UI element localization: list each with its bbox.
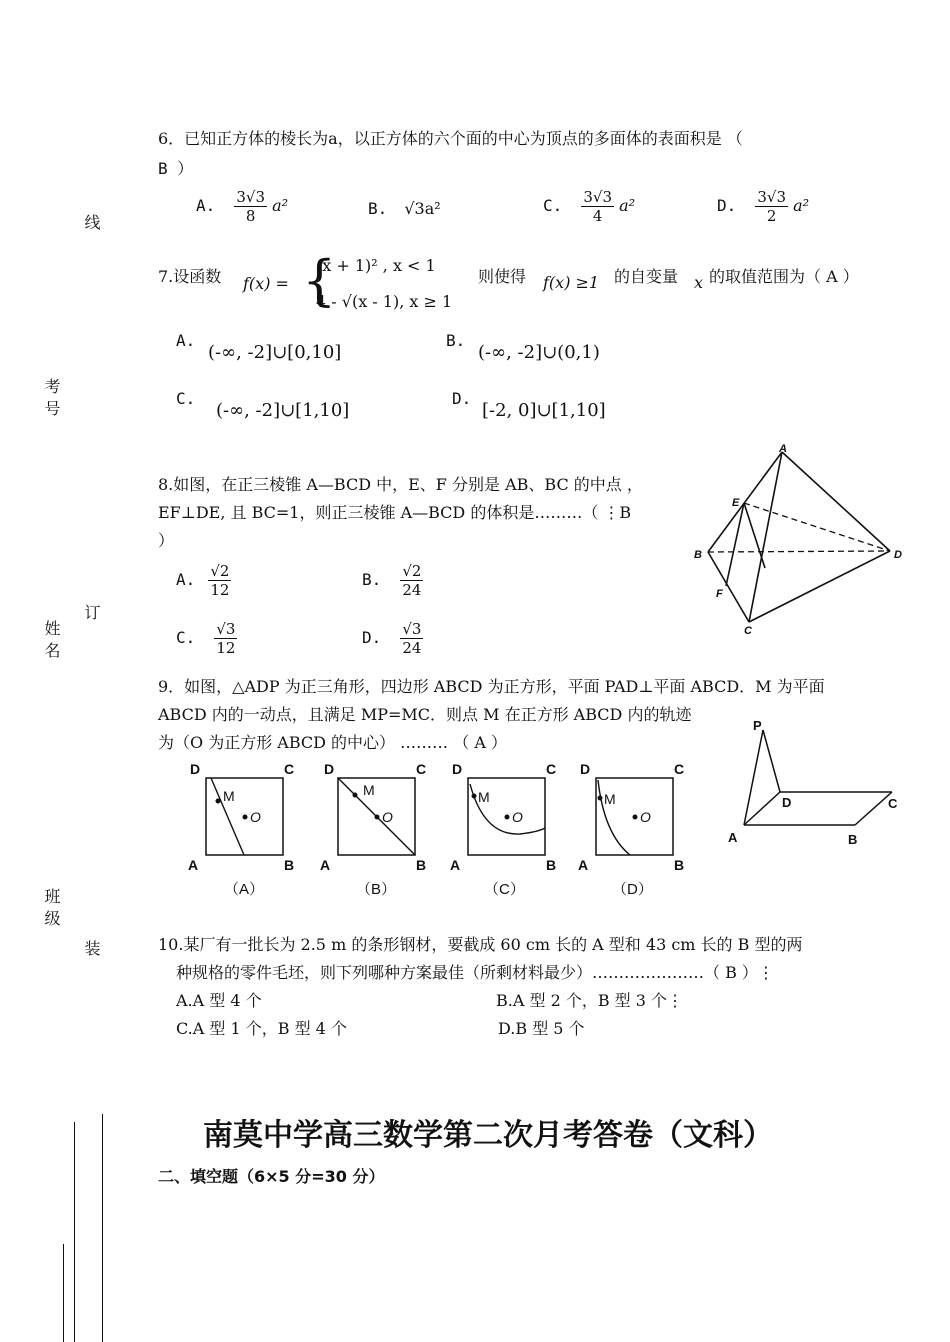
q8-option-d <box>362 620 423 657</box>
q6-option-d <box>717 188 809 225</box>
q10-option-c: C.A 型 1 个，B 型 4 个 <box>176 1019 347 1038</box>
q8-fig-label-f: F <box>716 588 723 600</box>
q6-d-den: 2 <box>766 207 777 225</box>
q9-figure-d <box>576 758 696 908</box>
q6-d-label: D. <box>717 196 737 215</box>
q6-d-fraction <box>755 188 788 225</box>
q6-d-num: 3√3 <box>757 188 787 206</box>
q9a-label-o: O <box>250 809 261 825</box>
q9a-label-b: B <box>284 857 295 873</box>
binding-line-left <box>74 1122 75 1342</box>
q9-figure-c <box>448 758 568 908</box>
q7-case1: (x + 1)² , x < 1 <box>316 256 436 275</box>
q10-line2: 种规格的零件毛坯，则下列哪种方案最佳（所剩材料最少）…………………（ B ）⋮ <box>176 963 774 982</box>
q6-a-label: A. <box>196 196 216 215</box>
q6-a-var: a² <box>272 196 289 215</box>
q9b-label-d: D <box>324 761 335 777</box>
q8-line1: 8.如图，在正三棱锥 A—BCD 中，E、F 分别是 AB、BC 的中点 ， <box>158 475 643 494</box>
q8-b-label: B. <box>362 570 382 589</box>
q9-3d-label-a: A <box>728 830 738 845</box>
q9-3d-label-p: P <box>753 718 762 733</box>
q6-c-den: 4 <box>592 207 603 225</box>
section-heading-fill-blank: 二、填空题（6×5 分=30 分） <box>158 1167 385 1186</box>
q7-brace: { <box>302 249 337 312</box>
q8-a-den: 12 <box>210 581 230 599</box>
q8-a-fraction <box>208 562 231 599</box>
side-label-zhuang: 装 <box>82 940 101 962</box>
q9-3d-label-b: B <box>848 832 858 847</box>
q9-line3: 为（O 为正方形 ABCD 的中心） ……… （ A ） <box>158 733 507 752</box>
q8-line2: EF⊥DE, 且 BC=1，则正三棱锥 A—BCD 的体积是………（ ⋮B <box>158 503 632 522</box>
q10-line1: 10.某厂有一批长为 2.5 m 的条形钢材，要截成 60 cm 长的 A 型和 43 cm 长的 B 型的两 <box>158 935 803 954</box>
q8-fig-label-d: D <box>894 549 902 561</box>
q9-line1: 9．如图，△ADP 为正三角形，四边形 ABCD 为正方形，平面 PAD⊥平面 ABCD．M 为平面 <box>158 677 825 696</box>
q8-d-den: 24 <box>402 639 422 657</box>
binding-line-short <box>63 1244 64 1342</box>
q6-a-den: 8 <box>245 207 256 225</box>
q7-b-label: B. <box>446 331 466 350</box>
q9c-caption: （C） <box>484 881 525 898</box>
q9d-label-d: D <box>580 761 591 777</box>
q6-option-a <box>196 188 288 225</box>
q6-stem: 6．已知正方体的棱长为a，以正方体的六个面的中心为顶点的多面体的表面积是 （ <box>158 129 743 148</box>
q9-3d-label-c: C <box>888 796 898 811</box>
q7-mid: 则使得 <box>478 267 527 286</box>
q9d-label-c: C <box>674 761 685 777</box>
q9b-label-m: M <box>363 782 375 798</box>
q9-figure-a <box>186 758 306 908</box>
q8-c-den: 12 <box>216 639 236 657</box>
q8-fig-label-a: A <box>779 443 787 455</box>
q9d-caption: （D） <box>612 881 653 898</box>
q6-option-c <box>543 188 635 225</box>
q7-b-value: (-∞, -2]∪(0,1) <box>478 342 600 363</box>
q6-d-var: a² <box>793 196 810 215</box>
q9-3d-label-d: D <box>782 795 792 810</box>
answer-sheet-title: 南莫中学高三数学第二次月考答卷（文科） <box>203 1118 773 1153</box>
q9c-label-m: M <box>478 789 490 805</box>
q7-d-value: [-2, 0]∪[1,10] <box>482 400 606 421</box>
q6-c-num: 3√3 <box>583 188 613 206</box>
q7-c-value: (-∞, -2]∪[1,10] <box>216 400 350 421</box>
q8-a-num: √2 <box>210 562 230 580</box>
side-label-banji: 班级 <box>42 888 61 932</box>
q7-d-label: D. <box>452 389 472 408</box>
q6-a-fraction <box>234 188 267 225</box>
q8-d-num: √3 <box>402 620 422 638</box>
q9d-label-m: M <box>604 791 616 807</box>
q9b-label-a: A <box>320 857 331 873</box>
q9c-label-d: D <box>452 761 463 777</box>
q7-suffix2: 的取值范围为（ A ） <box>709 267 859 286</box>
q8-option-b <box>362 562 423 599</box>
q9a-label-c: C <box>284 761 295 777</box>
q7-case2: 4 - √(x - 1), x ≥ 1 <box>316 292 453 311</box>
q7-var: x <box>694 273 704 292</box>
side-label-xian: 线 <box>82 214 101 236</box>
q9d-label-b: B <box>674 857 685 873</box>
q7-prefix: 7.设函数 <box>158 267 222 286</box>
q6-a-num: 3√3 <box>236 188 266 206</box>
q8-c-label: C. <box>176 628 196 647</box>
q7-a-value: (-∞, -2]∪[0,10] <box>208 342 342 363</box>
q9a-label-m: M <box>223 788 235 804</box>
q10-option-d: D.B 型 5 个 <box>498 1019 585 1038</box>
q9a-label-d: D <box>190 761 201 777</box>
q10-option-b: B.A 型 2 个，B 型 3 个⋮ <box>496 991 684 1010</box>
q6-b-value: √3a² <box>404 199 441 218</box>
q6-c-label: C. <box>543 196 563 215</box>
q9b-label-c: C <box>416 761 427 777</box>
q6-b-label: B. <box>368 199 388 218</box>
q8-fig-label-e: E <box>732 497 740 509</box>
q8-tetrahedron-figure <box>690 440 915 640</box>
q6-option-b <box>368 198 441 220</box>
side-label-xingming: 姓名 <box>42 620 61 664</box>
q8-c-num: √3 <box>216 620 236 638</box>
q8-d-fraction <box>400 620 423 657</box>
q9-figure-b <box>318 758 438 908</box>
q10-option-a: A.A 型 4 个 <box>176 991 262 1010</box>
q9b-label-o: O <box>382 809 393 825</box>
q8-option-a <box>176 562 231 599</box>
q9a-label-a: A <box>188 857 199 873</box>
q9d-label-o: O <box>640 809 651 825</box>
q9-line2: ABCD 内的一动点，且满足 MP=MC．则点 M 在正方形 ABCD 内的轨迹 <box>158 705 692 724</box>
q8-b-num: √2 <box>402 562 422 580</box>
q9c-label-a: A <box>450 857 461 873</box>
q7-fx: f(x) = <box>243 274 289 293</box>
q7-c-label: C. <box>176 389 196 408</box>
q8-option-c <box>176 620 237 657</box>
q8-b-den: 24 <box>402 581 422 599</box>
q7-a-label: A. <box>176 331 196 350</box>
q8-fig-label-c: C <box>744 625 752 637</box>
q8-fig-label-b: B <box>694 549 702 561</box>
q7-cond: f(x) ≥1 <box>543 273 600 292</box>
side-label-ding: 订 <box>82 604 101 626</box>
q6-c-var: a² <box>619 196 636 215</box>
q8-d-label: D. <box>362 628 382 647</box>
q9b-caption: （B） <box>356 881 397 898</box>
q9b-label-b: B <box>416 857 427 873</box>
q8-b-fraction <box>400 562 423 599</box>
q9a-caption: （A） <box>224 881 265 898</box>
q9-3d-figure <box>720 712 910 852</box>
q9c-label-o: O <box>512 809 523 825</box>
binding-line-right <box>102 1114 103 1342</box>
q9c-label-b: B <box>546 857 557 873</box>
q6-c-fraction <box>581 188 614 225</box>
q8-c-fraction <box>214 620 237 657</box>
q9c-label-c: C <box>546 761 557 777</box>
side-label-kaohao: 考号 <box>42 378 61 422</box>
q6-answer: B ） <box>158 159 194 178</box>
q8-a-label: A. <box>176 570 196 589</box>
q7-suffix: 的自变量 <box>614 267 679 286</box>
q9d-label-a: A <box>578 857 589 873</box>
q8-line3: ） <box>158 531 175 550</box>
